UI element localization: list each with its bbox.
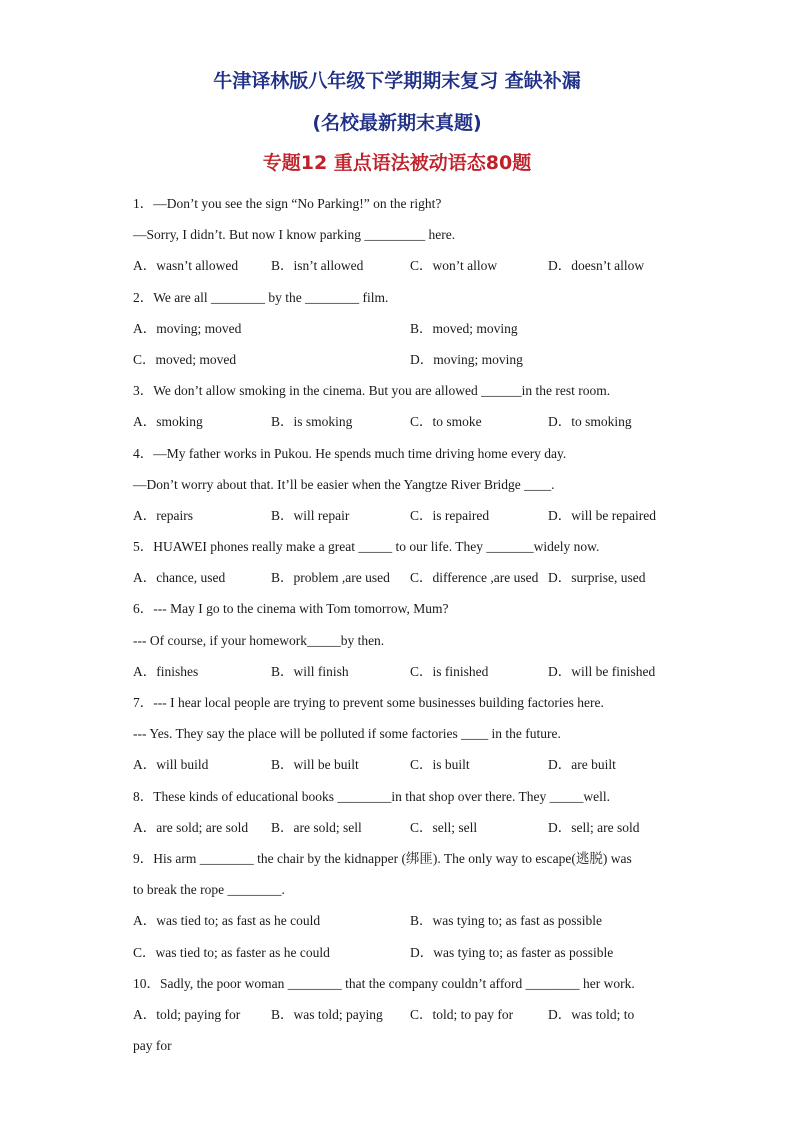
question-stem: 1．—Don’t you see the sign “No Parking!” on the right?: [133, 196, 442, 211]
option-a: A．wasn’t allowed: [133, 258, 239, 274]
option-b: B．will be built: [271, 757, 359, 773]
option-b: B．was tying to; as fast as possible: [410, 913, 602, 929]
option-row: [133, 500, 673, 531]
question-list: [133, 188, 673, 1061]
option-row: [133, 937, 673, 968]
option-row: [133, 749, 673, 780]
option-c: C．sell; sell: [410, 819, 478, 835]
option-continuation: pay for: [133, 1038, 172, 1054]
document-title: 牛津译林版八年级下学期期末复习 查缺补漏: [213, 70, 581, 92]
question-stem: 10．Sadly, the poor woman ________ that the company couldn’t afford ________ her work.: [133, 975, 635, 991]
option-c: C．to smoke: [410, 414, 482, 430]
option-a: A．was tied to; as fast as he could: [133, 913, 321, 929]
question-stem: 6．--- May I go to the cinema with Tom tomorrow, Mum?: [133, 601, 449, 617]
option-b: B．is smoking: [271, 414, 353, 430]
question-stem: —Don’t worry about that. It’ll be easier when the Yangtze River Bridge ____.: [133, 476, 555, 492]
option-row: [133, 250, 673, 281]
option-b: B．moved; moving: [410, 320, 518, 336]
question-7: [133, 687, 673, 781]
question-3: [133, 375, 673, 437]
option-a: A．told; paying for: [133, 1006, 241, 1022]
option-b: B．was told; paying: [271, 1006, 383, 1022]
option-c: C．was tied to; as faster as he could: [133, 944, 330, 960]
option-c: C．won’t allow: [410, 258, 498, 274]
document-subtitle: (名校最新期末真题): [312, 112, 482, 134]
question-stem: to break the rope ________.: [133, 882, 285, 898]
option-a: A．repairs: [133, 507, 193, 523]
option-c: C．difference ,are used: [410, 570, 539, 586]
question-2: [133, 282, 673, 376]
question-6: [133, 593, 673, 687]
option-row: [133, 656, 673, 687]
option-a: A．finishes: [133, 663, 199, 679]
option-b: B．problem ,are used: [271, 570, 390, 586]
option-d: D．moving; moving: [410, 351, 523, 367]
option-d: D．will be repaired: [548, 507, 656, 523]
option-a: A．moving; moved: [133, 320, 242, 336]
option-d: D．doesn’t allow: [548, 258, 645, 274]
question-stem: 9．His arm ________ the chair by the kidnapper (绑匪). The only way to escape(逃脱) was: [133, 850, 632, 866]
option-d: D．surprise, used: [548, 570, 646, 586]
topic-title: 专题12 重点语法被动语态80题: [262, 152, 532, 174]
question-stem: 5．HUAWEI phones really make a great _____ to our life. They _______widely now.: [133, 539, 600, 555]
option-c: C．told; to pay for: [410, 1006, 514, 1022]
option-row: [133, 406, 673, 437]
option-row: [133, 812, 673, 843]
option-b: B．will finish: [271, 663, 349, 679]
question-5: [133, 531, 673, 593]
option-b: B．isn’t allowed: [271, 258, 364, 274]
option-a: A．smoking: [133, 414, 203, 430]
option-d: D．was told; to: [548, 1006, 635, 1022]
option-d: D．will be finished: [548, 663, 656, 679]
option-c: C．is repaired: [410, 507, 490, 523]
question-8: [133, 781, 673, 843]
option-row: [133, 905, 673, 936]
option-row: [133, 999, 673, 1030]
option-b: B．will repair: [271, 507, 350, 523]
question-9: [133, 843, 673, 968]
option-d: D．was tying to; as faster as possible: [410, 944, 614, 960]
question-1: [133, 188, 673, 282]
question-stem: --- Of course, if your homework_____by then.: [133, 632, 385, 648]
option-c: C．is built: [410, 757, 470, 773]
question-10: [133, 968, 673, 1062]
question-stem: 3．We don’t allow smoking in the cinema. But you are allowed ______in the rest room.: [133, 383, 611, 399]
option-d: D．to smoking: [548, 414, 632, 430]
title-block: [0, 68, 794, 176]
option-c: C．moved; moved: [133, 351, 237, 367]
option-row: [133, 562, 673, 593]
option-a: A．chance, used: [133, 570, 226, 586]
question-4: [133, 438, 673, 532]
question-stem: 7．--- I hear local people are trying to prevent some businesses building factories here.: [133, 695, 604, 710]
option-a: A．will build: [133, 757, 209, 773]
option-a: A．are sold; are sold: [133, 819, 249, 835]
question-stem: 4．—My father works in Pukou. He spends much time driving home every day.: [133, 445, 567, 461]
question-stem: —Sorry, I didn’t. But now I know parking _________ here.: [133, 227, 456, 243]
question-stem: 8．These kinds of educational books ________in that shop over there. They _____well.: [133, 788, 611, 804]
question-stem: --- Yes. They say the place will be polluted if some factories ____ in the future.: [133, 726, 561, 742]
option-c: C．is finished: [410, 663, 489, 679]
option-row: [133, 313, 673, 344]
option-b: B．are sold; sell: [271, 819, 362, 835]
question-stem: 2．We are all ________ by the ________ film.: [133, 289, 389, 305]
option-row: [133, 344, 673, 375]
option-d: D．sell; are sold: [548, 819, 640, 835]
option-d: D．are built: [548, 757, 616, 773]
